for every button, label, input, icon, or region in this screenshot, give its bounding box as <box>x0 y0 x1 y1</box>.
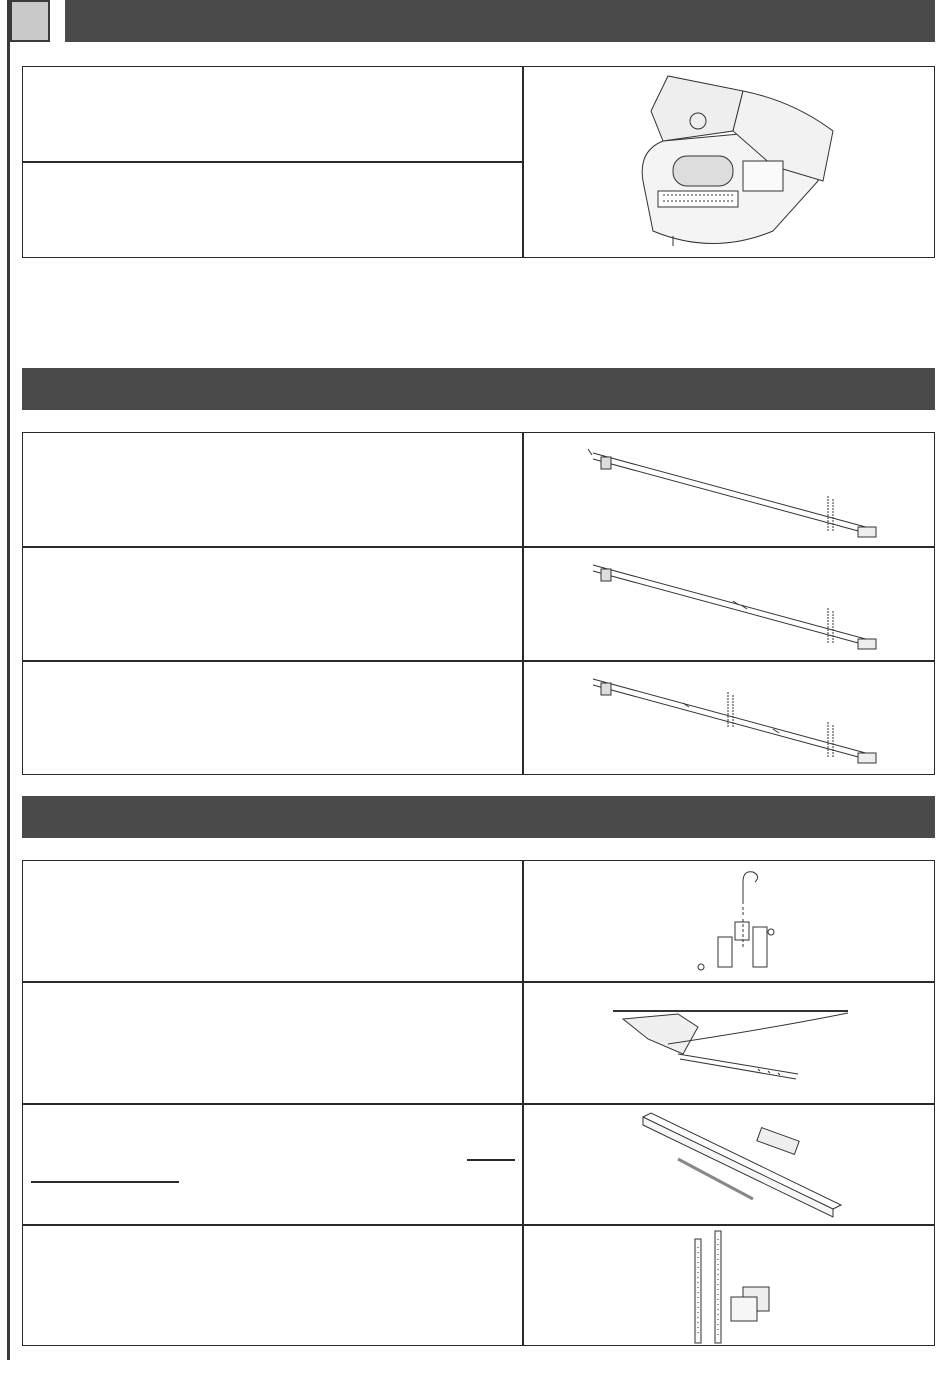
housing-panel <box>22 66 935 258</box>
rail-three-piece-figure <box>583 667 893 767</box>
rail-two-piece-figure <box>583 553 893 653</box>
row-divider <box>23 1103 934 1105</box>
hanging-straps-figure <box>683 1227 803 1345</box>
door-bracket-figure <box>683 867 793 977</box>
rail-panel <box>22 432 935 775</box>
parts-panel <box>22 860 935 1346</box>
section-band-rails <box>22 368 935 410</box>
motor-housing-figure <box>623 71 843 251</box>
curved-arm-figure <box>608 999 868 1089</box>
row-divider <box>23 1224 934 1226</box>
underline-fragment <box>467 1159 515 1161</box>
rail-one-piece-figure <box>583 441 893 541</box>
underline-fragment <box>31 1181 179 1183</box>
section-band-parts <box>22 796 935 838</box>
header-band <box>65 0 935 42</box>
row-divider <box>23 546 934 548</box>
column-divider <box>522 433 524 774</box>
row-divider <box>23 981 934 983</box>
page-number-box <box>10 0 50 42</box>
row-divider <box>23 660 934 662</box>
left-margin-rule <box>7 0 10 1360</box>
rail-channel-parts-figure <box>633 1109 853 1221</box>
column-divider <box>522 67 524 257</box>
row-divider <box>23 161 522 163</box>
